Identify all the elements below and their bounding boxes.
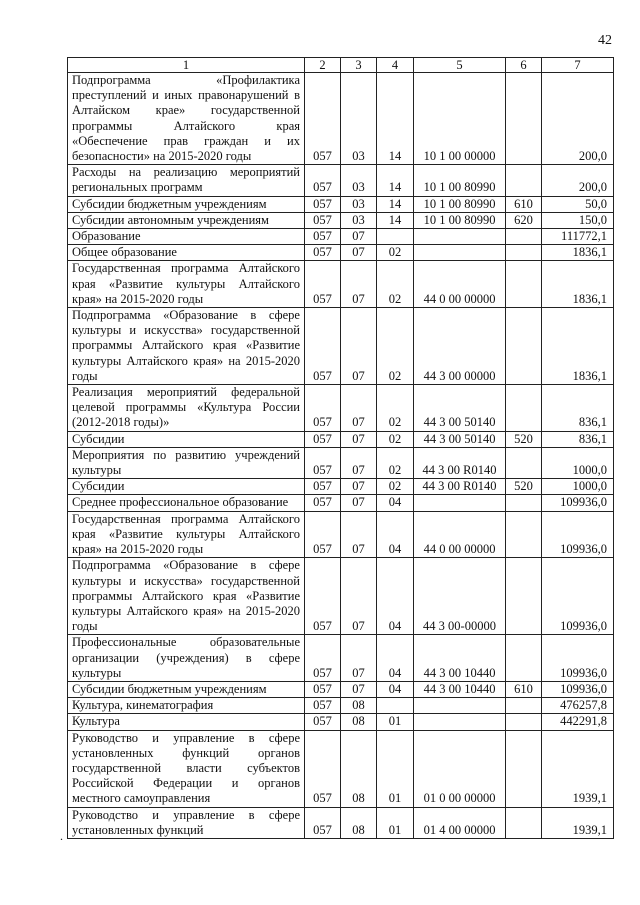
- row-target-article-cell: 44 3 00 50140: [414, 385, 506, 432]
- row-subsection-cell: 02: [377, 261, 414, 308]
- row-name-cell: Культура, кинематография: [68, 698, 305, 714]
- table-row: [68, 261, 614, 308]
- row-expense-type-cell: [506, 229, 542, 245]
- row-subsection-cell: 14: [377, 73, 414, 165]
- table-row: [68, 495, 614, 511]
- table-row: [68, 196, 614, 212]
- row-name-cell: Субсидии автономным учреждениям: [68, 212, 305, 228]
- row-admin-code-cell: 057: [305, 229, 341, 245]
- row-expense-type-cell: 620: [506, 212, 542, 228]
- row-amount-cell: 1836,1: [542, 308, 614, 385]
- row-subsection-cell: 14: [377, 196, 414, 212]
- table-row: [68, 511, 614, 558]
- row-admin-code-cell: 057: [305, 245, 341, 261]
- row-admin-code-cell: 057: [305, 681, 341, 697]
- table-row: [68, 73, 614, 165]
- row-expense-type-cell: [506, 635, 542, 682]
- row-amount-cell: 109936,0: [542, 558, 614, 635]
- table-body: [68, 73, 614, 839]
- row-expense-type-cell: [506, 511, 542, 558]
- row-section-cell: 07: [341, 495, 377, 511]
- row-target-article-cell: 10 1 00 00000: [414, 73, 506, 165]
- row-admin-code-cell: 057: [305, 431, 341, 447]
- column-header-2: 2: [305, 58, 341, 73]
- row-subsection-cell: 14: [377, 212, 414, 228]
- table-row: [68, 558, 614, 635]
- margin-mark: .: [60, 829, 63, 843]
- row-expense-type-cell: [506, 807, 542, 838]
- row-section-cell: 08: [341, 698, 377, 714]
- row-target-article-cell: 01 0 00 00000: [414, 730, 506, 807]
- row-admin-code-cell: 057: [305, 511, 341, 558]
- row-admin-code-cell: 057: [305, 479, 341, 495]
- row-admin-code-cell: 057: [305, 261, 341, 308]
- row-admin-code-cell: 057: [305, 698, 341, 714]
- row-subsection-cell: 02: [377, 447, 414, 478]
- row-admin-code-cell: 057: [305, 308, 341, 385]
- row-subsection-cell: 02: [377, 245, 414, 261]
- row-admin-code-cell: 057: [305, 165, 341, 196]
- row-expense-type-cell: [506, 730, 542, 807]
- row-section-cell: 07: [341, 308, 377, 385]
- table-row: [68, 229, 614, 245]
- row-section-cell: 07: [341, 511, 377, 558]
- row-target-article-cell: [414, 229, 506, 245]
- row-expense-type-cell: [506, 385, 542, 432]
- row-section-cell: 07: [341, 385, 377, 432]
- row-amount-cell: 109936,0: [542, 635, 614, 682]
- row-target-article-cell: 10 1 00 80990: [414, 196, 506, 212]
- column-header-3: 3: [341, 58, 377, 73]
- row-expense-type-cell: [506, 447, 542, 478]
- row-admin-code-cell: 057: [305, 730, 341, 807]
- column-header-5: 5: [414, 58, 506, 73]
- row-name-cell: Государственная программа Алтайского края «Развитие культуры Алтайского края» на 2015-2020 годы: [68, 261, 305, 308]
- table-row: [68, 212, 614, 228]
- row-amount-cell: 442291,8: [542, 714, 614, 730]
- row-amount-cell: 150,0: [542, 212, 614, 228]
- column-header-1: 1: [68, 58, 305, 73]
- row-section-cell: 08: [341, 714, 377, 730]
- row-target-article-cell: 44 3 00 10440: [414, 635, 506, 682]
- table-row: [68, 730, 614, 807]
- row-section-cell: 07: [341, 431, 377, 447]
- row-admin-code-cell: 057: [305, 447, 341, 478]
- row-name-cell: Руководство и управление в сфере установленных функций: [68, 807, 305, 838]
- row-subsection-cell: 01: [377, 714, 414, 730]
- row-admin-code-cell: 057: [305, 807, 341, 838]
- row-target-article-cell: 10 1 00 80990: [414, 212, 506, 228]
- row-section-cell: 07: [341, 261, 377, 308]
- row-section-cell: 03: [341, 73, 377, 165]
- row-subsection-cell: 04: [377, 511, 414, 558]
- row-name-cell: Подпрограмма «Профилактика преступлений и иных правонарушений в Алтайском крае» государственной программы Алтайского края «Обеспечение прав граждан и их безопасности» на 2015-2020 годы: [68, 73, 305, 165]
- table-row: [68, 447, 614, 478]
- row-admin-code-cell: 057: [305, 714, 341, 730]
- table-row: [68, 698, 614, 714]
- row-name-cell: Субсидии: [68, 479, 305, 495]
- row-target-article-cell: 10 1 00 80990: [414, 165, 506, 196]
- row-target-article-cell: [414, 714, 506, 730]
- column-header-7: 7: [542, 58, 614, 73]
- row-amount-cell: 200,0: [542, 165, 614, 196]
- row-name-cell: Руководство и управление в сфере установленных функций органов государственной власти субъектов Российской Федерации и органов местного самоуправления: [68, 730, 305, 807]
- row-name-cell: Субсидии бюджетным учреждениям: [68, 196, 305, 212]
- table-row: [68, 165, 614, 196]
- row-target-article-cell: 44 3 00 00000: [414, 308, 506, 385]
- row-section-cell: 03: [341, 165, 377, 196]
- row-section-cell: 07: [341, 479, 377, 495]
- table-row: [68, 308, 614, 385]
- row-admin-code-cell: 057: [305, 196, 341, 212]
- row-subsection-cell: [377, 698, 414, 714]
- row-expense-type-cell: [506, 245, 542, 261]
- row-expense-type-cell: [506, 308, 542, 385]
- row-section-cell: 03: [341, 212, 377, 228]
- row-amount-cell: 1836,1: [542, 261, 614, 308]
- row-expense-type-cell: [506, 558, 542, 635]
- row-amount-cell: 476257,8: [542, 698, 614, 714]
- row-target-article-cell: [414, 698, 506, 714]
- row-target-article-cell: 01 4 00 00000: [414, 807, 506, 838]
- row-expense-type-cell: [506, 165, 542, 196]
- table-row: [68, 385, 614, 432]
- row-name-cell: Среднее профессиональное образование: [68, 495, 305, 511]
- column-header-4: 4: [377, 58, 414, 73]
- row-admin-code-cell: 057: [305, 73, 341, 165]
- row-subsection-cell: 01: [377, 807, 414, 838]
- row-amount-cell: 836,1: [542, 385, 614, 432]
- row-amount-cell: 836,1: [542, 431, 614, 447]
- row-section-cell: 03: [341, 196, 377, 212]
- row-section-cell: 07: [341, 635, 377, 682]
- row-expense-type-cell: 610: [506, 196, 542, 212]
- row-admin-code-cell: 057: [305, 495, 341, 511]
- row-amount-cell: 50,0: [542, 196, 614, 212]
- row-section-cell: 08: [341, 730, 377, 807]
- table-row: [68, 479, 614, 495]
- row-subsection-cell: 02: [377, 308, 414, 385]
- table-row: [68, 245, 614, 261]
- row-name-cell: Государственная программа Алтайского края «Развитие культуры Алтайского края» на 2015-2020 годы: [68, 511, 305, 558]
- row-subsection-cell: 04: [377, 495, 414, 511]
- row-target-article-cell: 44 3 00 R0140: [414, 447, 506, 478]
- row-target-article-cell: [414, 245, 506, 261]
- row-section-cell: 07: [341, 681, 377, 697]
- row-amount-cell: 1000,0: [542, 479, 614, 495]
- budget-table: [67, 57, 614, 839]
- row-name-cell: Общее образование: [68, 245, 305, 261]
- row-name-cell: Профессиональные образовательные организации (учреждения) в сфере культуры: [68, 635, 305, 682]
- table-row: [68, 431, 614, 447]
- table-row: [68, 635, 614, 682]
- row-name-cell: Реализация мероприятий федеральной целевой программы «Культура России (2012-2018 годы)»: [68, 385, 305, 432]
- row-section-cell: 07: [341, 245, 377, 261]
- row-subsection-cell: 02: [377, 385, 414, 432]
- row-expense-type-cell: 520: [506, 431, 542, 447]
- row-name-cell: Образование: [68, 229, 305, 245]
- row-name-cell: Культура: [68, 714, 305, 730]
- row-subsection-cell: 04: [377, 558, 414, 635]
- row-target-article-cell: 44 3 00-00000: [414, 558, 506, 635]
- row-subsection-cell: 04: [377, 635, 414, 682]
- column-header-6: 6: [506, 58, 542, 73]
- row-expense-type-cell: [506, 261, 542, 308]
- row-amount-cell: 111772,1: [542, 229, 614, 245]
- row-expense-type-cell: [506, 698, 542, 714]
- row-amount-cell: 1939,1: [542, 730, 614, 807]
- row-name-cell: Подпрограмма «Образование в сфере культуры и искусства» государственной программы Алтайского края «Развитие культуры Алтайского края» на 2015-2020 годы: [68, 558, 305, 635]
- row-subsection-cell: 14: [377, 165, 414, 196]
- row-target-article-cell: 44 3 00 50140: [414, 431, 506, 447]
- row-name-cell: Субсидии: [68, 431, 305, 447]
- row-amount-cell: 1000,0: [542, 447, 614, 478]
- row-name-cell: Мероприятия по развитию учреждений культуры: [68, 447, 305, 478]
- row-amount-cell: 1939,1: [542, 807, 614, 838]
- row-section-cell: 08: [341, 807, 377, 838]
- table-header-row: [68, 58, 614, 73]
- row-expense-type-cell: [506, 73, 542, 165]
- row-subsection-cell: 01: [377, 730, 414, 807]
- row-subsection-cell: 02: [377, 479, 414, 495]
- row-name-cell: Субсидии бюджетным учреждениям: [68, 681, 305, 697]
- row-admin-code-cell: 057: [305, 385, 341, 432]
- row-expense-type-cell: 610: [506, 681, 542, 697]
- row-target-article-cell: [414, 495, 506, 511]
- row-target-article-cell: 44 0 00 00000: [414, 261, 506, 308]
- row-amount-cell: 1836,1: [542, 245, 614, 261]
- row-section-cell: 07: [341, 447, 377, 478]
- page-number: 42: [598, 33, 612, 48]
- row-name-cell: Подпрограмма «Образование в сфере культуры и искусства» государственной программы Алтайского края «Развитие культуры Алтайского края» на 2015-2020 годы: [68, 308, 305, 385]
- row-subsection-cell: 02: [377, 431, 414, 447]
- row-amount-cell: 109936,0: [542, 511, 614, 558]
- row-admin-code-cell: 057: [305, 212, 341, 228]
- row-amount-cell: 200,0: [542, 73, 614, 165]
- row-admin-code-cell: 057: [305, 558, 341, 635]
- row-target-article-cell: 44 3 00 10440: [414, 681, 506, 697]
- row-expense-type-cell: [506, 714, 542, 730]
- row-name-cell: Расходы на реализацию мероприятий региональных программ: [68, 165, 305, 196]
- table-row: [68, 807, 614, 838]
- row-expense-type-cell: [506, 495, 542, 511]
- row-target-article-cell: 44 0 00 00000: [414, 511, 506, 558]
- table-row: [68, 714, 614, 730]
- row-amount-cell: 109936,0: [542, 495, 614, 511]
- row-section-cell: 07: [341, 229, 377, 245]
- row-target-article-cell: 44 3 00 R0140: [414, 479, 506, 495]
- row-amount-cell: 109936,0: [542, 681, 614, 697]
- row-admin-code-cell: 057: [305, 635, 341, 682]
- row-expense-type-cell: 520: [506, 479, 542, 495]
- row-subsection-cell: [377, 229, 414, 245]
- table-row: [68, 681, 614, 697]
- row-section-cell: 07: [341, 558, 377, 635]
- row-subsection-cell: 04: [377, 681, 414, 697]
